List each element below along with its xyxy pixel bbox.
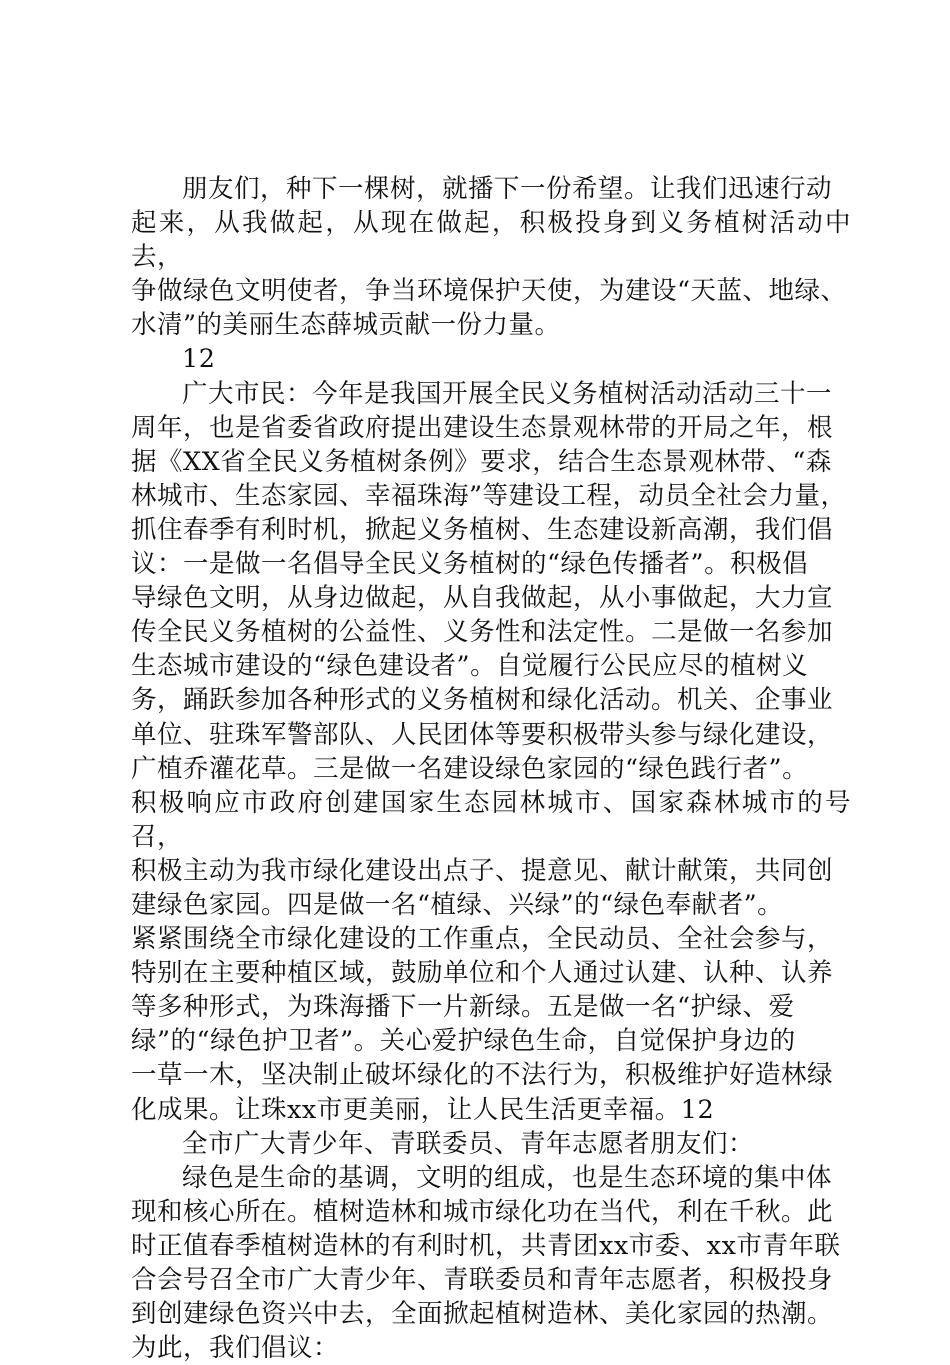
paragraph-tree-planting-call: 朋友们，种下一棵树，就播下一份希望。让我们迅速行动 起来，从我做起，从现在做起，积极投身到义务植树活动中去， 争做绿色文明使者，争当环境保护天使，为建设“天蓝、地绿、 水清”的美丽生态薛城贡献一份力量。 bbox=[131, 174, 851, 341]
paragraph-citizen-proposal: 广大市民：今年是我国开展全民义务植树活动活动三十一 周年，也是省委省政府提出建设生态景观林带的开局之年，根 据《XX省全民义务植树条例》要求，结合生态景观林带、“森 林城市、生态家园、幸福珠海”等建设工程，动员全社会力量， 抓住春季有利时机，掀起义务植树、生态建设新高潮，我们倡 议：一是做一名倡导全民义务植树的“绿色传播者”。积极倡 导绿色文明，从身边做起，从自我做起，从小事做起，大力宣 传全民义务植树的公益性、义务性和法定性。二是做一名参加 生态城市建设的“绿色建设者”。自觉履行公民应尽的植树义 务，踊跃参加各种形式的义务植树和绿化活动。机关、企事业 单位、驻珠军警部队、人民团体等要积极带头参与绿化建设， 广植乔灌花草。三是做一名建设绿色家园的“绿色践行者”。 积极响应市政府创建国家生态园林城市、国家森林城市的号召， 积极主动为我市绿化建设出点子、提意见、献计献策，共同创 建绿色家园。四是做一名“植绿、兴绿”的“绿色奉献者”。 紧紧围绕全市绿化建设的工作重点，全民动员、全社会参与， 特别在主要种植区域，鼓励单位和个人通过认建、认种、认养 等多种形式，为珠海播下一片新绿。五是做一名“护绿、爱 绿”的“绿色护卫者”。关心爱护绿色生命，自觉保护身边的 一草一木，坚决制止破坏绿化的不法行为，积极维护好造林绿 化成果。让珠xx市更美丽，让人民生活更幸福。12 bbox=[131, 378, 851, 1125]
paragraph-youth-salutation: 全市广大青少年、青联委员、青年志愿者朋友们： bbox=[182, 1128, 755, 1159]
paragraph-number: 12 bbox=[182, 344, 216, 375]
paragraph-youth-proposal: 绿色是生命的基调，文明的组成，也是生态环境的集中体 现和核心所在。植树造林和城市绿化功在当代，利在千秋。此 时正值春季植树造林的有利时机，共青团xx市委、xx市青年联 合会号召全市广大青少年、青联委员和青年志愿者，积极投身 到创建绿色资兴中去，全面掀起植树造林、美化家园的热潮。 为此，我们倡议： bbox=[131, 1162, 841, 1364]
document-body bbox=[131, 172, 851, 1365]
